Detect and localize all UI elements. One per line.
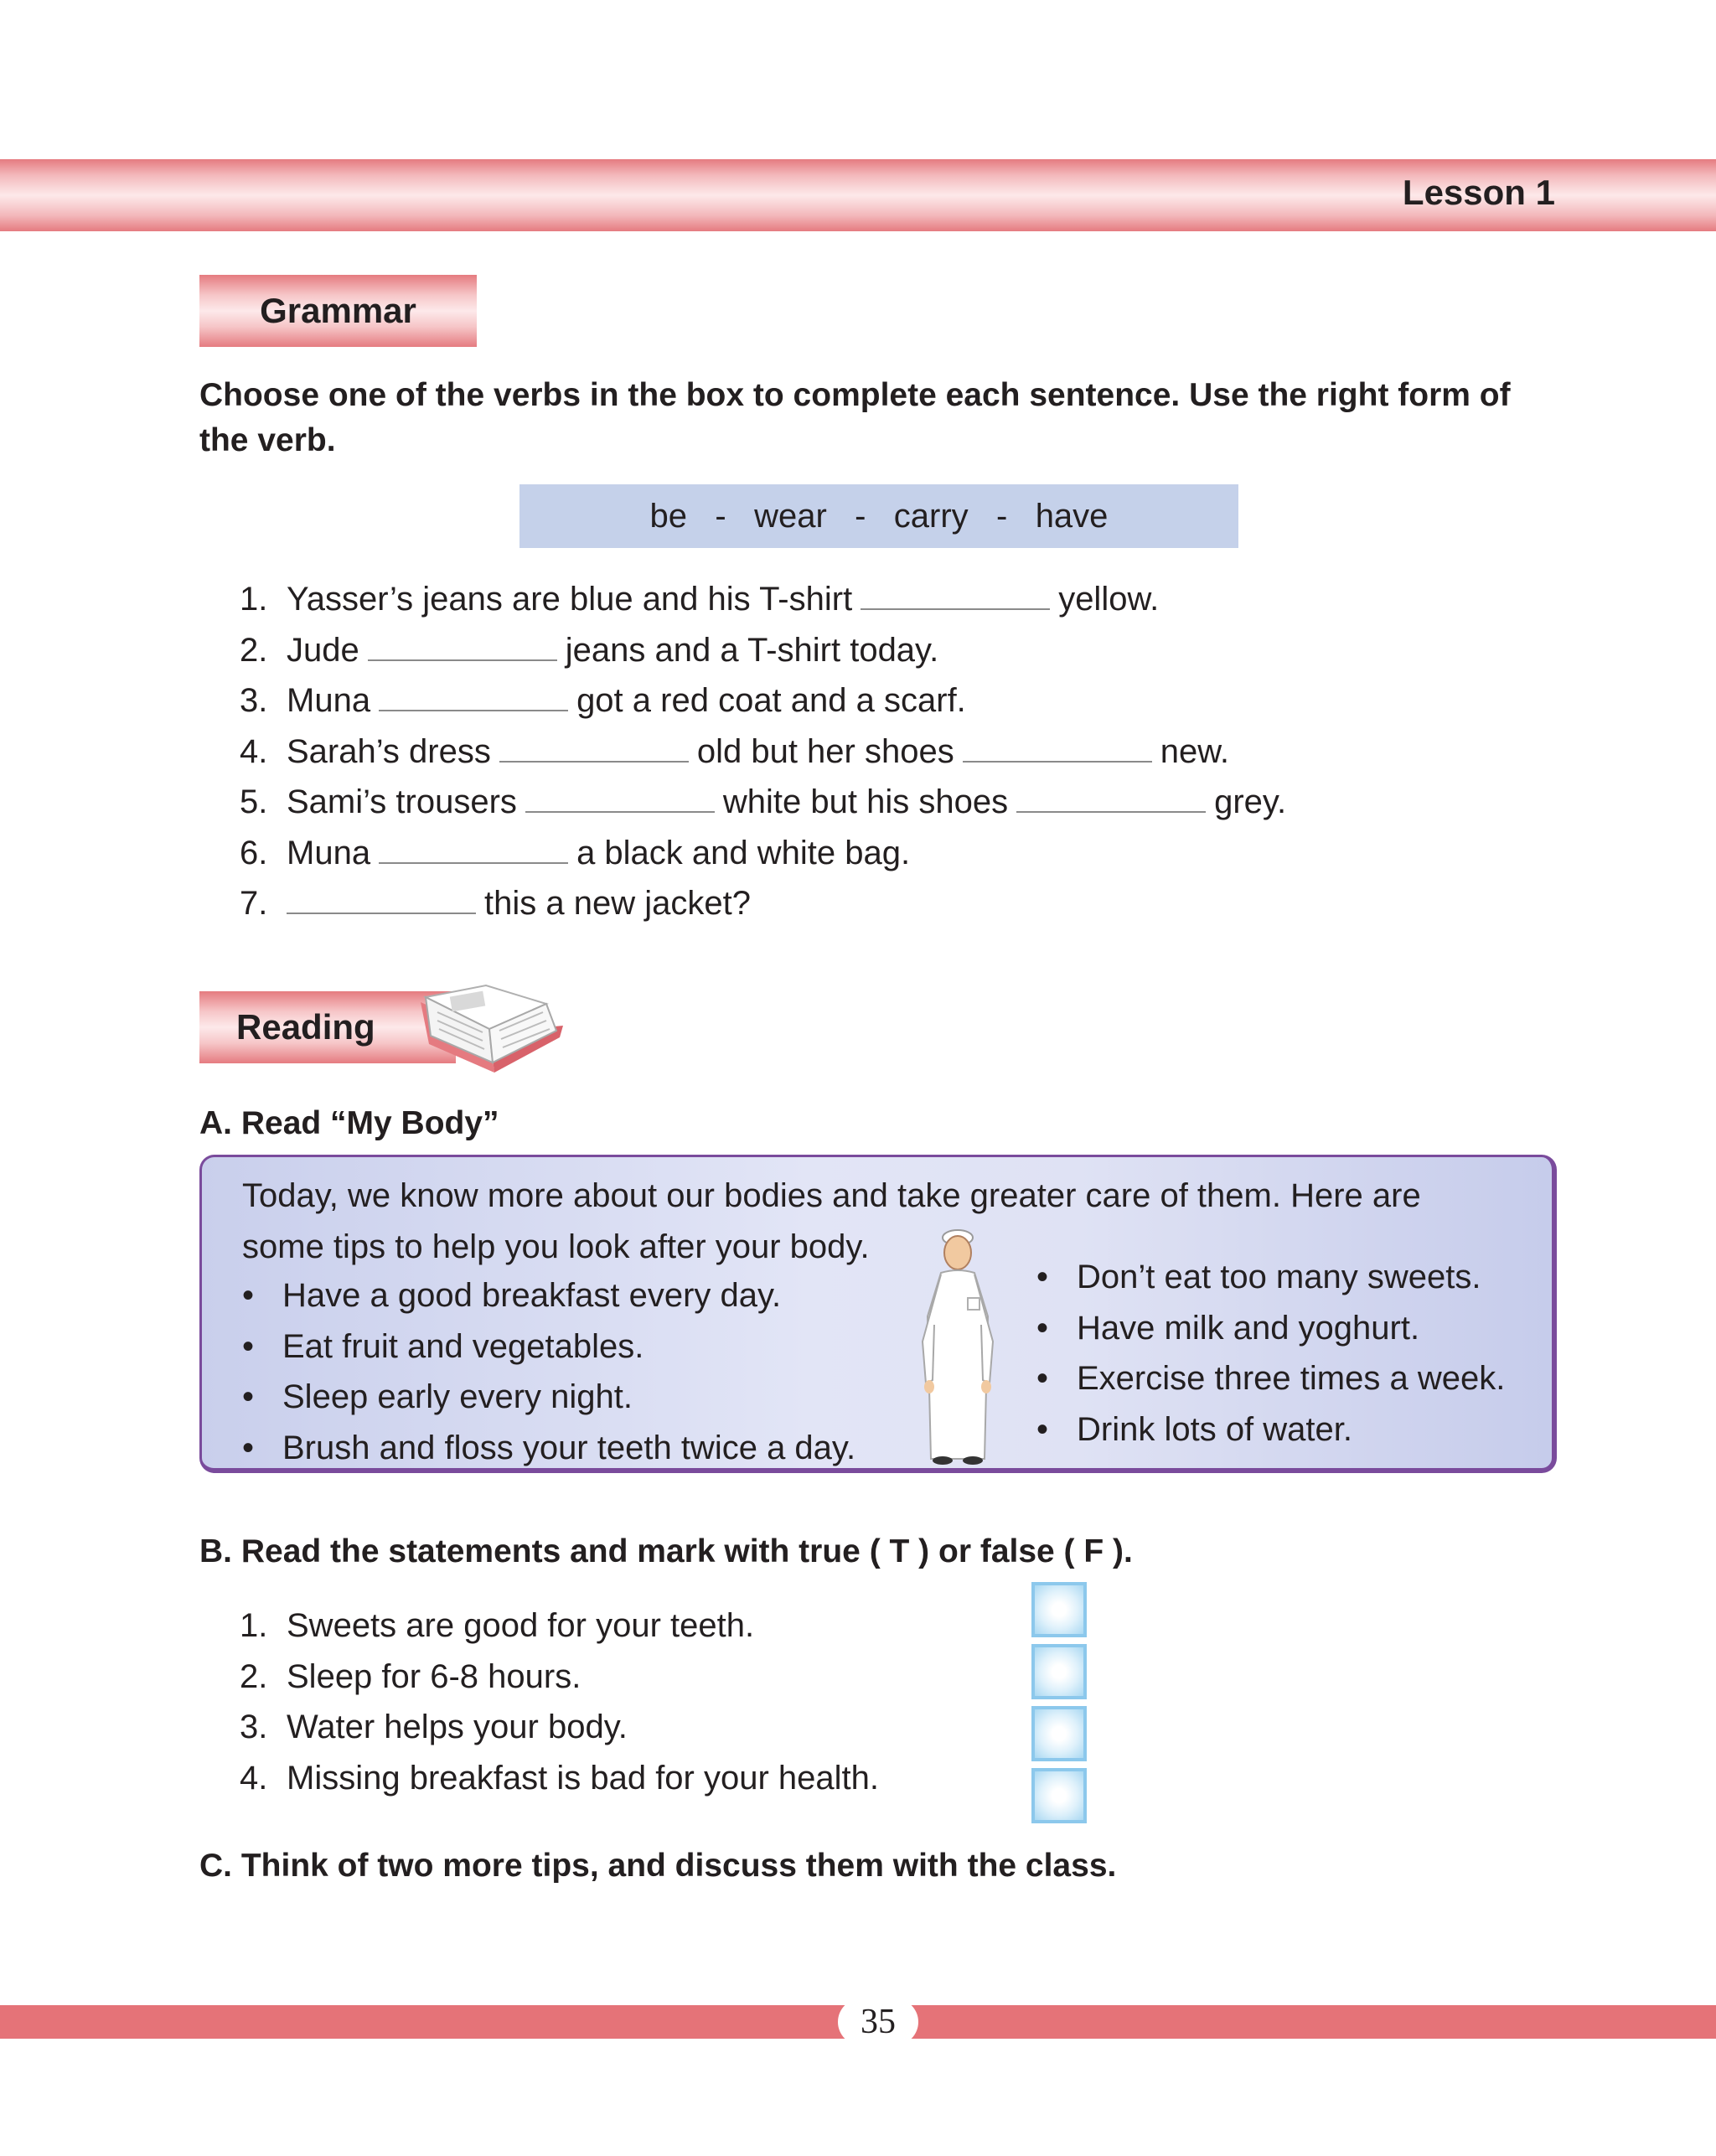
verb-separator: - [715,497,726,535]
page-number: 35 [838,1998,918,2045]
grammar-instruction: Choose one of the verbs in the box to complete each sentence. Use the right form of the verb. [199,377,1511,458]
verb-word: have [1035,497,1109,535]
answer-blank[interactable] [525,811,715,813]
verb-separator: - [855,497,866,535]
reading-tab: Reading [199,991,456,1063]
section-b-heading: B. Read the statements and mark with true ( T ) or false ( F ). [199,1533,1133,1569]
true-false-checkbox[interactable] [1031,1768,1087,1823]
list-item: • Don’t eat too many sweets. [1036,1259,1481,1295]
reading-intro: Today, we know more about our bodies and take greater care of them. Here are some tips to help you look after your body. [242,1177,1421,1265]
verb-box [519,484,1238,548]
list-item: 3. Muna got a red coat and a scarf. [240,682,966,719]
statements-list [240,1600,879,1803]
verb-separator: - [996,497,1008,535]
section-a-heading: A. Read “My Body” [199,1105,499,1141]
list-item: • Drink lots of water. [1036,1410,1353,1448]
list-item: 3. Water helps your body. [240,1709,628,1745]
list-item: 1. Sweets are good for your teeth. [240,1607,755,1644]
list-item: • Exercise three times a week. [1036,1360,1506,1397]
list-item: 4. Sarah’s dress old but her shoes new. [240,732,1229,770]
list-item: 1. Yasser’s jeans are blue and his T-shirt yellow. [240,581,1160,618]
list-item: • Have milk and yoghurt. [1036,1309,1420,1347]
answer-blank[interactable] [379,862,568,864]
verb-word: be [649,497,688,535]
section-c-heading: C. Think of two more tips, and discuss them with the class. [199,1848,1117,1884]
grammar-sentences [240,574,1286,929]
list-item: • Have a good breakfast every day. [242,1277,782,1314]
open-book-icon [412,979,568,1079]
true-false-checkbox[interactable] [1031,1644,1087,1699]
list-item: 6. Muna a black and white bag. [240,834,911,871]
list-item: 2. Jude jeans and a T-shirt today. [240,631,939,669]
answer-blank[interactable] [861,608,1050,610]
answer-blank[interactable] [287,913,476,914]
verb-word: wear [754,497,827,535]
verb-word: carry [893,497,969,535]
true-false-checkbox[interactable] [1031,1706,1087,1761]
tips-right-list [1036,1252,1505,1455]
list-item: 5. Sami’s trousers white but his shoes grey. [240,783,1287,820]
list-item: • Eat fruit and vegetables. [242,1327,644,1365]
list-item: • Sleep early every night. [242,1378,633,1415]
list-item: 2. Sleep for 6-8 hours. [240,1657,581,1695]
student-figure [907,1224,1008,1467]
reading-passage-box [199,1155,1557,1473]
answer-blank[interactable] [1016,811,1206,813]
true-false-checkbox[interactable] [1031,1582,1087,1637]
answer-blank[interactable] [963,761,1152,763]
list-item: • Brush and floss your teeth twice a day. [242,1429,856,1466]
lesson-title: Lesson 1 [1402,173,1555,212]
answer-blank[interactable] [368,659,557,661]
list-item: 4. Missing breakfast is bad for your health. [240,1759,880,1797]
answer-blank[interactable] [379,710,568,711]
list-item: 7. this a new jacket? [240,885,751,922]
tips-left-list [242,1270,855,1473]
grammar-tab: Grammar [199,275,477,347]
answer-blank[interactable] [499,761,689,763]
